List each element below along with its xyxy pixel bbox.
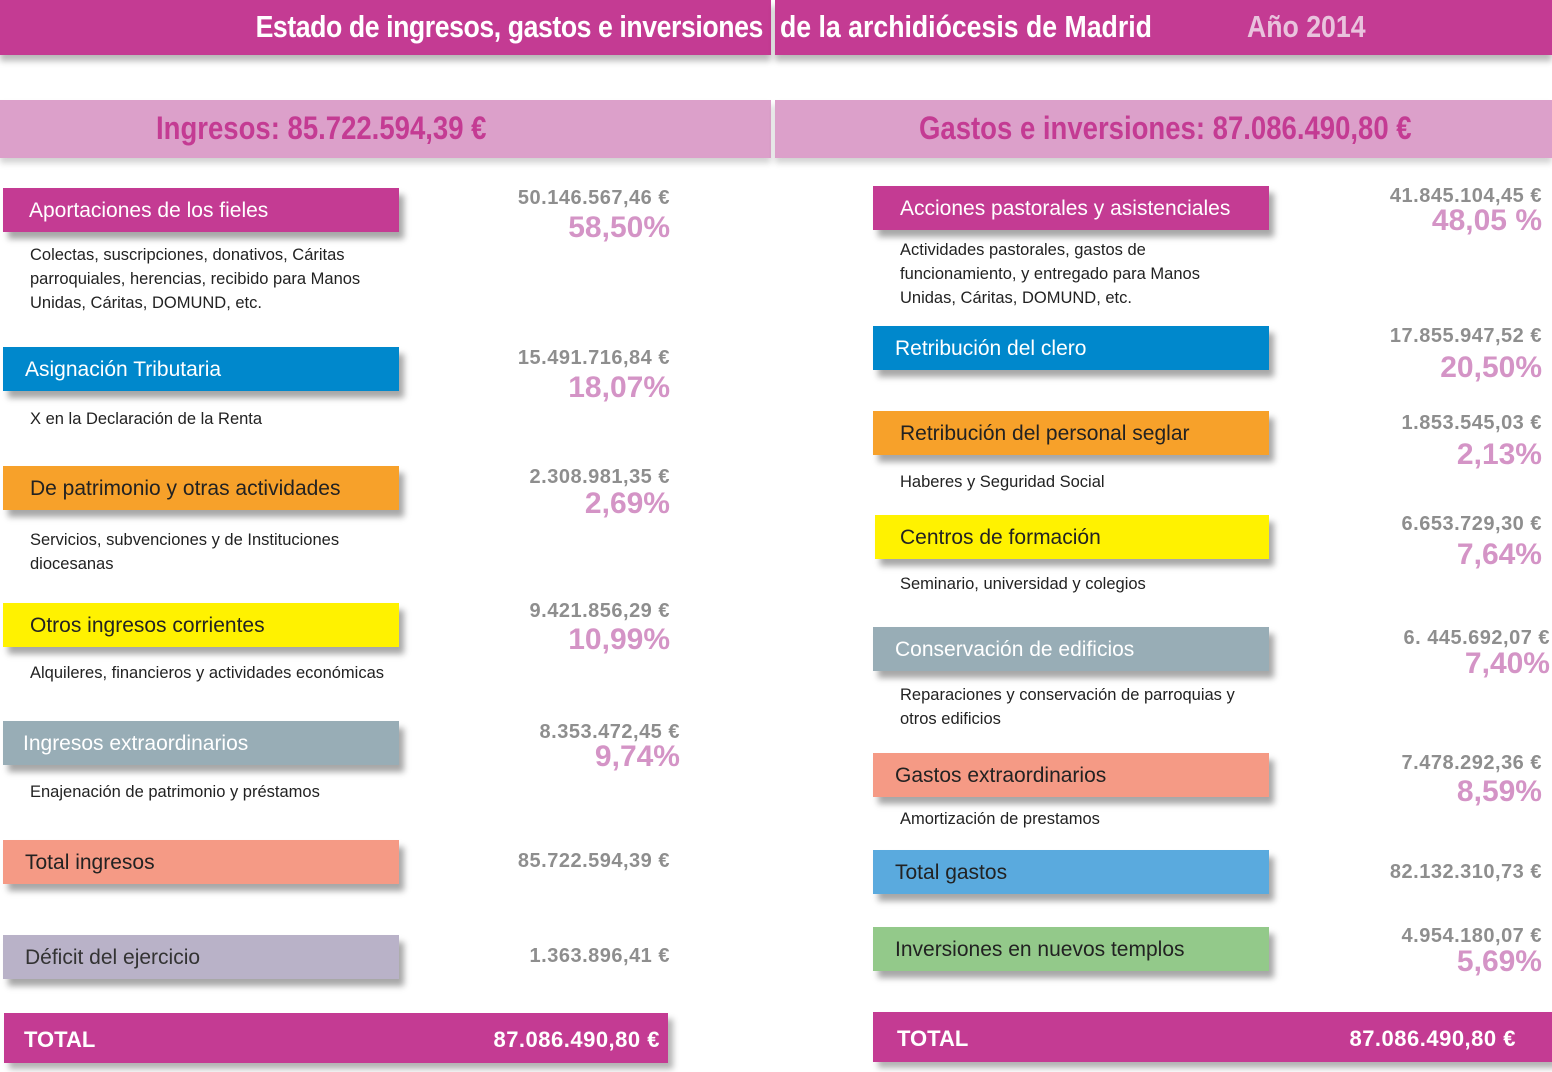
percent-retribucion-clero: 20,50% [1440, 351, 1542, 384]
amount-acciones-pastorales: 41.845.104,45 € [1389, 185, 1542, 207]
category-deficit: Déficit del ejercicio [3, 935, 399, 979]
total-bar-ingresos [4, 1013, 668, 1063]
percent-centros-formacion: 7,64% [1456, 538, 1542, 571]
description-asignacion-tributaria: X en la Declaración de la Renta [30, 410, 263, 428]
category-aportaciones: Aportaciones de los fieles [3, 188, 399, 232]
gastos-heading-bar [775, 100, 1552, 158]
category-ingresos-extraordinarios: Ingresos extraordinarios [3, 721, 399, 765]
amount-deficit: 1.363.896,41 € [529, 945, 670, 967]
amount-personal-seglar: 1.853.545,03 € [1401, 412, 1542, 434]
percent-gastos-extraordinarios: 8,59% [1456, 775, 1542, 808]
percent-asignacion-tributaria: 18,07% [568, 371, 670, 404]
category-acciones-pastorales: Acciones pastorales y asistenciales [873, 186, 1269, 230]
percent-patrimonio: 2,69% [584, 487, 670, 520]
description-conservacion-edificios: Reparaciones y conservación de parroquias y otros edificios [900, 686, 1235, 728]
description-personal-seglar: Haberes y Seguridad Social [900, 473, 1105, 491]
total-amount-gastos: 87.086.490,80 € [1349, 1026, 1516, 1051]
category-centros-formacion: Centros de formación [875, 515, 1269, 559]
category-retribucion-clero: Retribución del clero [873, 326, 1269, 370]
year-label: Año 2014 [1247, 9, 1366, 44]
category-inversiones-templos: Inversiones en nuevos templos [873, 927, 1269, 971]
description-patrimonio: Servicios, subvenciones y de Instituciones diocesanas [30, 531, 340, 573]
amount-patrimonio: 2.308.981,35 € [529, 466, 670, 488]
description-ingresos-extraordinarios: Enajenación de patrimonio y préstamos [30, 783, 320, 801]
amount-centros-formacion: 6.653.729,30 € [1401, 513, 1542, 535]
percent-ingresos-extraordinarios: 9,74% [594, 740, 680, 773]
amount-conservacion-edificios: 6. 445.692,07 € [1403, 627, 1550, 649]
amount-ingresos-extraordinarios: 8.353.472,45 € [539, 721, 680, 743]
percent-otros-ingresos: 10,99% [568, 623, 670, 656]
amount-total-gastos: 82.132.310,73 € [1389, 861, 1542, 883]
amount-otros-ingresos: 9.421.856,29 € [529, 600, 670, 622]
amount-inversiones-templos: 4.954.180,07 € [1401, 925, 1542, 947]
gastos-heading: Gastos e inversiones: 87.086.490,80 € [919, 110, 1412, 146]
category-conservacion-edificios: Conservación de edificios [873, 627, 1269, 671]
total-label-ingresos: TOTAL [24, 1027, 96, 1052]
total-bar-gastos [873, 1012, 1552, 1062]
category-otros-ingresos: Otros ingresos corrientes [3, 603, 399, 647]
category-total-ingresos: Total ingresos [3, 840, 399, 884]
category-patrimonio: De patrimonio y otras actividades [3, 466, 399, 510]
percent-acciones-pastorales: 48,05 % [1431, 204, 1542, 237]
category-personal-seglar: Retribución del personal seglar [873, 411, 1269, 455]
total-amount-ingresos: 87.086.490,80 € [493, 1027, 660, 1052]
page-title-right: de la archidiócesis de Madrid [780, 9, 1152, 44]
percent-conservacion-edificios: 7,40% [1464, 647, 1550, 680]
ingresos-heading: Ingresos: 85.722.594,39 € [156, 110, 487, 146]
description-centros-formacion: Seminario, universidad y colegios [900, 575, 1146, 593]
description-aportaciones: Colectas, suscripciones, donativos, Cáritas parroquiales, herencias, recibido para Manos Unidas, Cáritas, DOMUND, etc. [30, 246, 361, 312]
total-label-gastos: TOTAL [897, 1026, 969, 1051]
title-bar-left [0, 0, 771, 55]
category-gastos-extraordinarios: Gastos extraordinarios [873, 753, 1269, 797]
description-acciones-pastorales: Actividades pastorales, gastos de funcionamiento, y entregado para Manos Unidas, Cáritas, DOMUND, etc. [900, 241, 1200, 307]
amount-total-ingresos: 85.722.594,39 € [517, 850, 670, 872]
amount-aportaciones: 50.146.567,46 € [517, 187, 670, 209]
title-bar-right [775, 0, 1552, 55]
page-title-left: Estado de ingresos, gastos e inversiones [255, 9, 763, 44]
amount-retribucion-clero: 17.855.947,52 € [1389, 325, 1542, 347]
amount-gastos-extraordinarios: 7.478.292,36 € [1401, 752, 1542, 774]
percent-personal-seglar: 2,13% [1456, 438, 1542, 471]
percent-aportaciones: 58,50% [568, 211, 670, 244]
category-total-gastos: Total gastos [873, 850, 1269, 894]
description-gastos-extraordinarios: Amortización de prestamos [900, 810, 1100, 828]
amount-asignacion-tributaria: 15.491.716,84 € [517, 347, 670, 369]
percent-inversiones-templos: 5,69% [1456, 945, 1542, 978]
category-asignacion-tributaria: Asignación Tributaria [3, 347, 399, 391]
ingresos-heading-bar [0, 100, 771, 158]
description-otros-ingresos: Alquileres, financieros y actividades económicas [30, 664, 385, 682]
